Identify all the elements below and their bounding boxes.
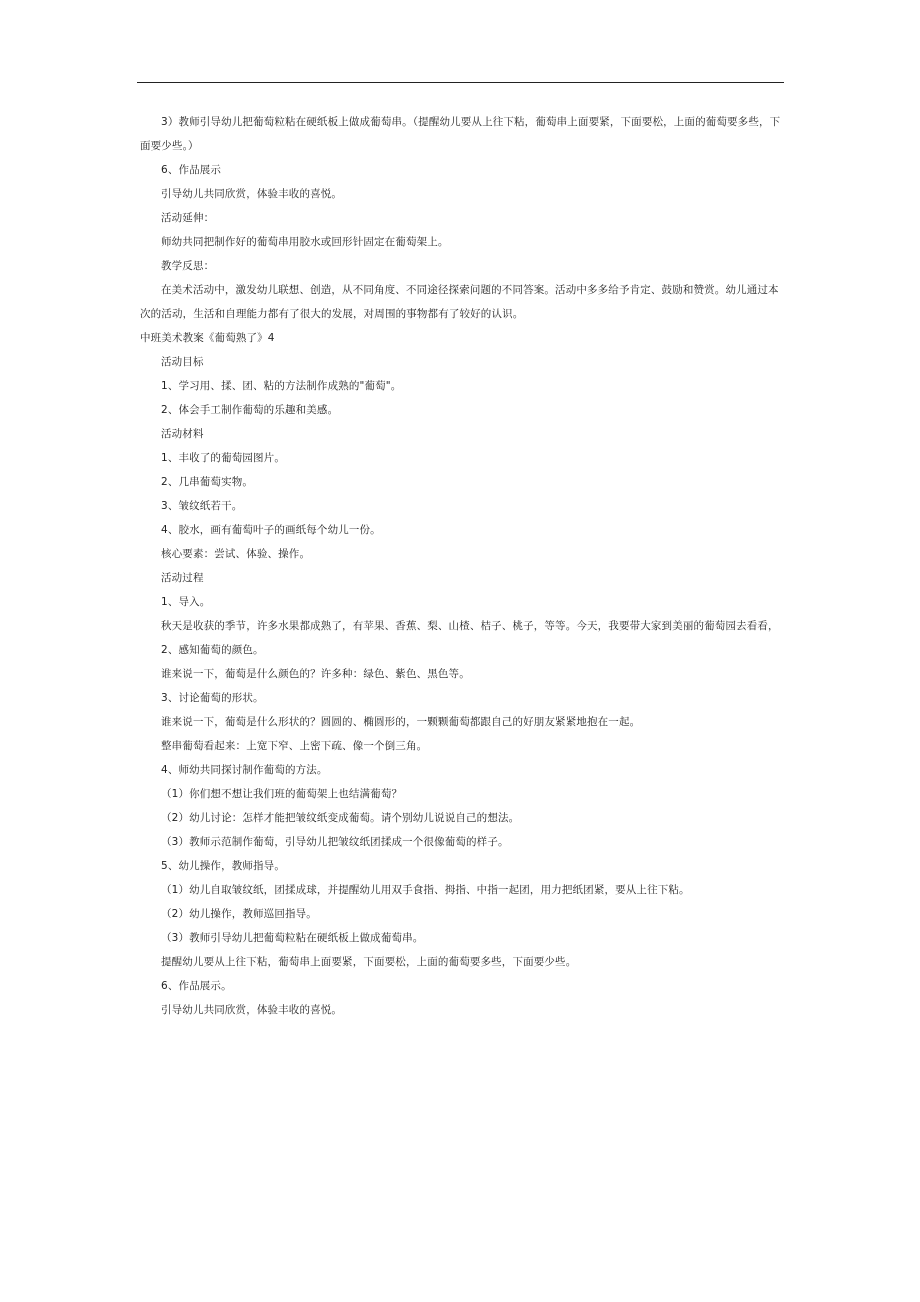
document-body <box>140 110 788 1022</box>
paragraph-line: 引导幼儿共同欣赏，体验丰收的喜悦。 <box>161 1004 343 1016</box>
paragraph-line: 5、幼儿操作，教师指导。 <box>161 860 285 872</box>
paragraph-line: 1、导入。 <box>161 596 211 608</box>
paragraph-line: 4、胶水，画有葡萄叶子的画纸每个幼儿一份。 <box>161 524 381 536</box>
paragraph-line: （2）幼儿操作，教师巡回指导。 <box>161 908 317 920</box>
paragraph-line: 核心要素：尝试、体验、操作。 <box>161 548 311 560</box>
paragraph-line: 谁来说一下，葡萄是什么形状的？圆圆的、椭圆形的，一颗颗葡萄都跟自己的好朋友紧紧地抱在一起。 <box>161 716 641 728</box>
paragraph-line: 2、体会手工制作葡萄的乐趣和美感。 <box>161 404 339 416</box>
paragraph-line: 秋天是收获的季节，许多水果都成熟了，有苹果、香蕉、梨、山楂、桔子、桃子，等等。今天，我要带大家到美丽的葡萄园去看看， <box>161 620 779 632</box>
paragraph-line: 提醒幼儿要从上往下粘，葡萄串上面要紧，下面要松，上面的葡萄要多些，下面要少些。 <box>161 956 577 968</box>
paragraph-line: （3）教师示范制作葡萄，引导幼儿把皱纹纸团揉成一个很像葡萄的样子。 <box>161 836 509 848</box>
paragraph-line: 整串葡萄看起来：上宽下窄、上密下疏、像一个倒三角。 <box>161 740 428 752</box>
paragraph-line: （1）幼儿自取皱纹纸，团揉成球，并提醒幼儿用双手食指、拇指、中指一起团，用力把纸团紧，要从上往下粘。 <box>161 884 690 896</box>
paragraph-line: 6、作品展示 <box>161 164 222 176</box>
paragraph-line: 3、讨论葡萄的形状。 <box>161 692 264 704</box>
paragraph-line: 活动延伸： <box>161 212 215 224</box>
paragraph-line: 谁来说一下，葡萄是什么颜色的？许多种：绿色、紫色、黑色等。 <box>161 668 470 680</box>
paragraph-line: 引导幼儿共同欣赏，体验丰收的喜悦。 <box>161 188 343 200</box>
paragraph-line: 2、感知葡萄的颜色。 <box>161 644 264 656</box>
paragraph-line: 4、师幼共同探讨制作葡萄的方法。 <box>161 764 328 776</box>
paragraph-line: 教学反思： <box>161 260 215 272</box>
header-rule <box>137 82 784 83</box>
paragraph-line: 活动材料 <box>161 428 204 440</box>
paragraph-line: 1、丰收了的葡萄园图片。 <box>161 452 285 464</box>
paragraph-line: 活动过程 <box>161 572 204 584</box>
paragraph-line: 师幼共同把制作好的葡萄串用胶水或回形针固定在葡萄架上。 <box>161 236 449 248</box>
paragraph-line: 6、作品展示。 <box>161 980 232 992</box>
paragraph-line: （2）幼儿讨论：怎样才能把皱纹纸变成葡萄。请个别幼儿说说自己的想法。 <box>161 812 520 824</box>
paragraph-line: 2、几串葡萄实物。 <box>161 476 254 488</box>
paragraph-line: （3）教师引导幼儿把葡萄粒粘在硬纸板上做成葡萄串。 <box>161 932 424 944</box>
paragraph-line: 活动目标 <box>161 356 204 368</box>
paragraph-line: 3）教师引导幼儿把葡萄粒粘在硬纸板上做成葡萄串。（提醒幼儿要从上往下粘，葡萄串上面要紧，下面要松，上面的葡萄要多些，下面要少些。） <box>140 116 781 152</box>
paragraph-line: 1、学习用、揉、团、粘的方法制作成熟的"葡萄"。 <box>161 380 402 392</box>
section-title: 中班美术教案《葡萄熟了》4 <box>140 332 275 344</box>
paragraph-line: 3、皱纹纸若干。 <box>161 500 243 512</box>
paragraph-line: （1）你们想不想让我们班的葡萄架上也结满葡萄？ <box>161 788 403 800</box>
paragraph-line: 在美术活动中，激发幼儿联想、创造，从不同角度、不同途径探索问题的不同答案。活动中多多给予肯定、鼓励和赞赏。幼儿通过本次的活动，生活和自理能力都有了很大的发展，对周围的事物都有了较好的认识。 <box>140 284 779 320</box>
